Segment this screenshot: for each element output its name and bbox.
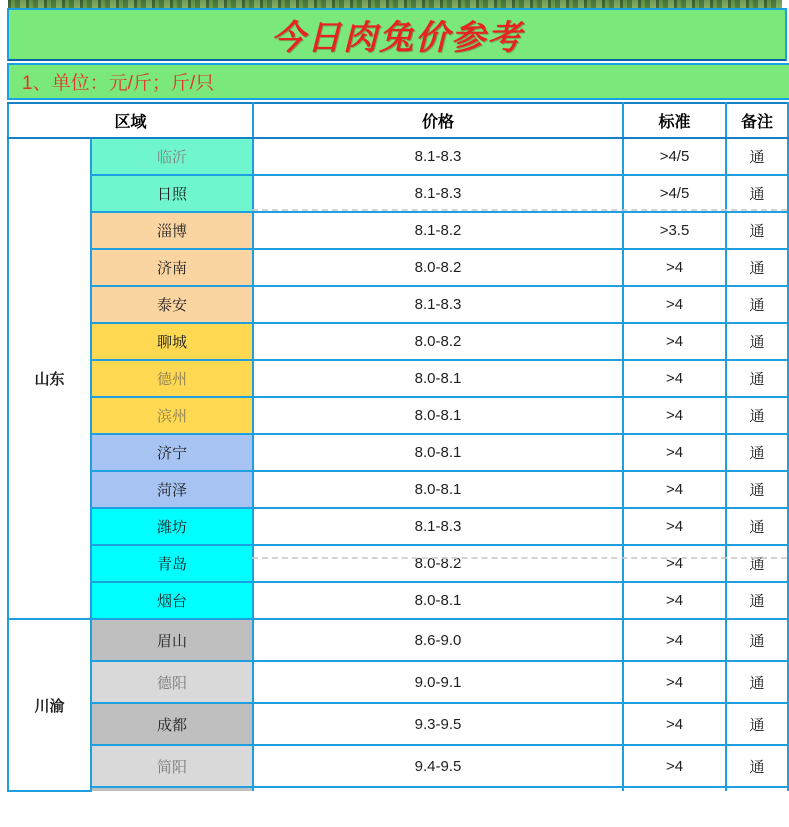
remark-cell: 通 — [726, 703, 788, 745]
table-row — [8, 703, 788, 745]
city-cell: 济宁 — [91, 434, 253, 471]
standard-cell: >4 — [623, 545, 726, 582]
table-row — [8, 360, 788, 397]
remark-cell — [726, 787, 788, 791]
price-cell — [253, 787, 623, 791]
price-cell: 8.0-8.1 — [253, 397, 623, 434]
city-cell: 简阳 — [91, 745, 253, 787]
table-row — [8, 138, 788, 175]
unit-note: 1、单位：元/斤；斤/只 — [22, 73, 215, 94]
table-header-row — [8, 103, 788, 138]
table-row — [8, 397, 788, 434]
remark-cell: 通 — [726, 212, 788, 249]
price-cell: 8.0-8.1 — [253, 582, 623, 619]
table-row — [8, 212, 788, 249]
standard-cell: >4 — [623, 508, 726, 545]
price-cell: 8.0-8.2 — [253, 545, 623, 582]
price-cell: 8.0-8.1 — [253, 434, 623, 471]
price-cell: 8.0-8.1 — [253, 360, 623, 397]
remark-cell: 通 — [726, 545, 788, 582]
city-cell: 烟台 — [91, 582, 253, 619]
standard-cell: >4 — [623, 397, 726, 434]
price-cell: 8.0-8.2 — [253, 249, 623, 286]
city-cell: 德阳 — [91, 661, 253, 703]
city-cell: 菏泽 — [91, 471, 253, 508]
header-standard: 标准 — [623, 103, 726, 138]
price-table — [7, 102, 789, 792]
remark-cell: 通 — [726, 397, 788, 434]
price-cell: 8.1-8.3 — [253, 286, 623, 323]
city-cell: 成都 — [91, 703, 253, 745]
remark-cell: 通 — [726, 582, 788, 619]
standard-cell: >4 — [623, 619, 726, 661]
price-cell: 8.1-8.2 — [253, 212, 623, 249]
page-break-dashed-line — [252, 557, 787, 559]
city-cell — [91, 787, 253, 791]
city-cell: 临沂 — [91, 138, 253, 175]
standard-cell — [623, 787, 726, 791]
remark-cell: 通 — [726, 745, 788, 787]
table-row — [8, 175, 788, 212]
remark-cell: 通 — [726, 508, 788, 545]
standard-cell: >4 — [623, 323, 726, 360]
remark-cell: 通 — [726, 175, 788, 212]
table-row — [8, 249, 788, 286]
price-cell: 8.1-8.3 — [253, 508, 623, 545]
title-banner — [7, 8, 787, 61]
table-row — [8, 745, 788, 787]
remark-cell: 通 — [726, 360, 788, 397]
remark-cell: 通 — [726, 323, 788, 360]
price-cell: 8.1-8.3 — [253, 175, 623, 212]
price-cell: 9.4-9.5 — [253, 745, 623, 787]
header-remark: 备注 — [726, 103, 788, 138]
table-row — [8, 619, 788, 661]
remark-cell: 通 — [726, 286, 788, 323]
unit-note-row — [7, 63, 789, 100]
city-cell: 眉山 — [91, 619, 253, 661]
standard-cell: >4 — [623, 249, 726, 286]
standard-cell: >4 — [623, 582, 726, 619]
standard-cell: >4 — [623, 360, 726, 397]
standard-cell: >4/5 — [623, 138, 726, 175]
price-cell: 8.6-9.0 — [253, 619, 623, 661]
price-cell: 9.3-9.5 — [253, 703, 623, 745]
standard-cell: >4 — [623, 745, 726, 787]
table-row — [8, 434, 788, 471]
header-price: 价格 — [253, 103, 623, 138]
city-cell: 聊城 — [91, 323, 253, 360]
standard-cell: >3.5 — [623, 212, 726, 249]
city-cell: 青岛 — [91, 545, 253, 582]
standard-cell: >4/5 — [623, 175, 726, 212]
table-row — [8, 661, 788, 703]
page-title: 今日肉兔价参考 — [271, 19, 523, 57]
price-cell: 8.0-8.1 — [253, 471, 623, 508]
remark-cell: 通 — [726, 434, 788, 471]
table-row — [8, 508, 788, 545]
page-break-dashed-line — [252, 209, 787, 211]
city-cell: 济南 — [91, 249, 253, 286]
city-cell: 泰安 — [91, 286, 253, 323]
city-cell: 淄博 — [91, 212, 253, 249]
table-row-clipped — [8, 787, 788, 791]
table-row — [8, 471, 788, 508]
price-cell: 9.0-9.1 — [253, 661, 623, 703]
photo-edge-strip — [8, 0, 782, 8]
price-cell: 8.0-8.2 — [253, 323, 623, 360]
standard-cell: >4 — [623, 661, 726, 703]
city-cell: 潍坊 — [91, 508, 253, 545]
table-row — [8, 286, 788, 323]
standard-cell: >4 — [623, 434, 726, 471]
remark-cell: 通 — [726, 619, 788, 661]
province-cell-shandong: 山东 — [8, 138, 91, 619]
price-cell: 8.1-8.3 — [253, 138, 623, 175]
city-cell: 德州 — [91, 360, 253, 397]
province-cell-chuanyu: 川渝 — [8, 619, 91, 791]
table-row — [8, 323, 788, 360]
table-row — [8, 545, 788, 582]
table-row — [8, 582, 788, 619]
standard-cell: >4 — [623, 703, 726, 745]
city-cell: 日照 — [91, 175, 253, 212]
remark-cell: 通 — [726, 249, 788, 286]
standard-cell: >4 — [623, 471, 726, 508]
header-region: 区域 — [8, 103, 253, 138]
remark-cell: 通 — [726, 471, 788, 508]
standard-cell: >4 — [623, 286, 726, 323]
remark-cell: 通 — [726, 661, 788, 703]
city-cell: 滨州 — [91, 397, 253, 434]
remark-cell: 通 — [726, 138, 788, 175]
